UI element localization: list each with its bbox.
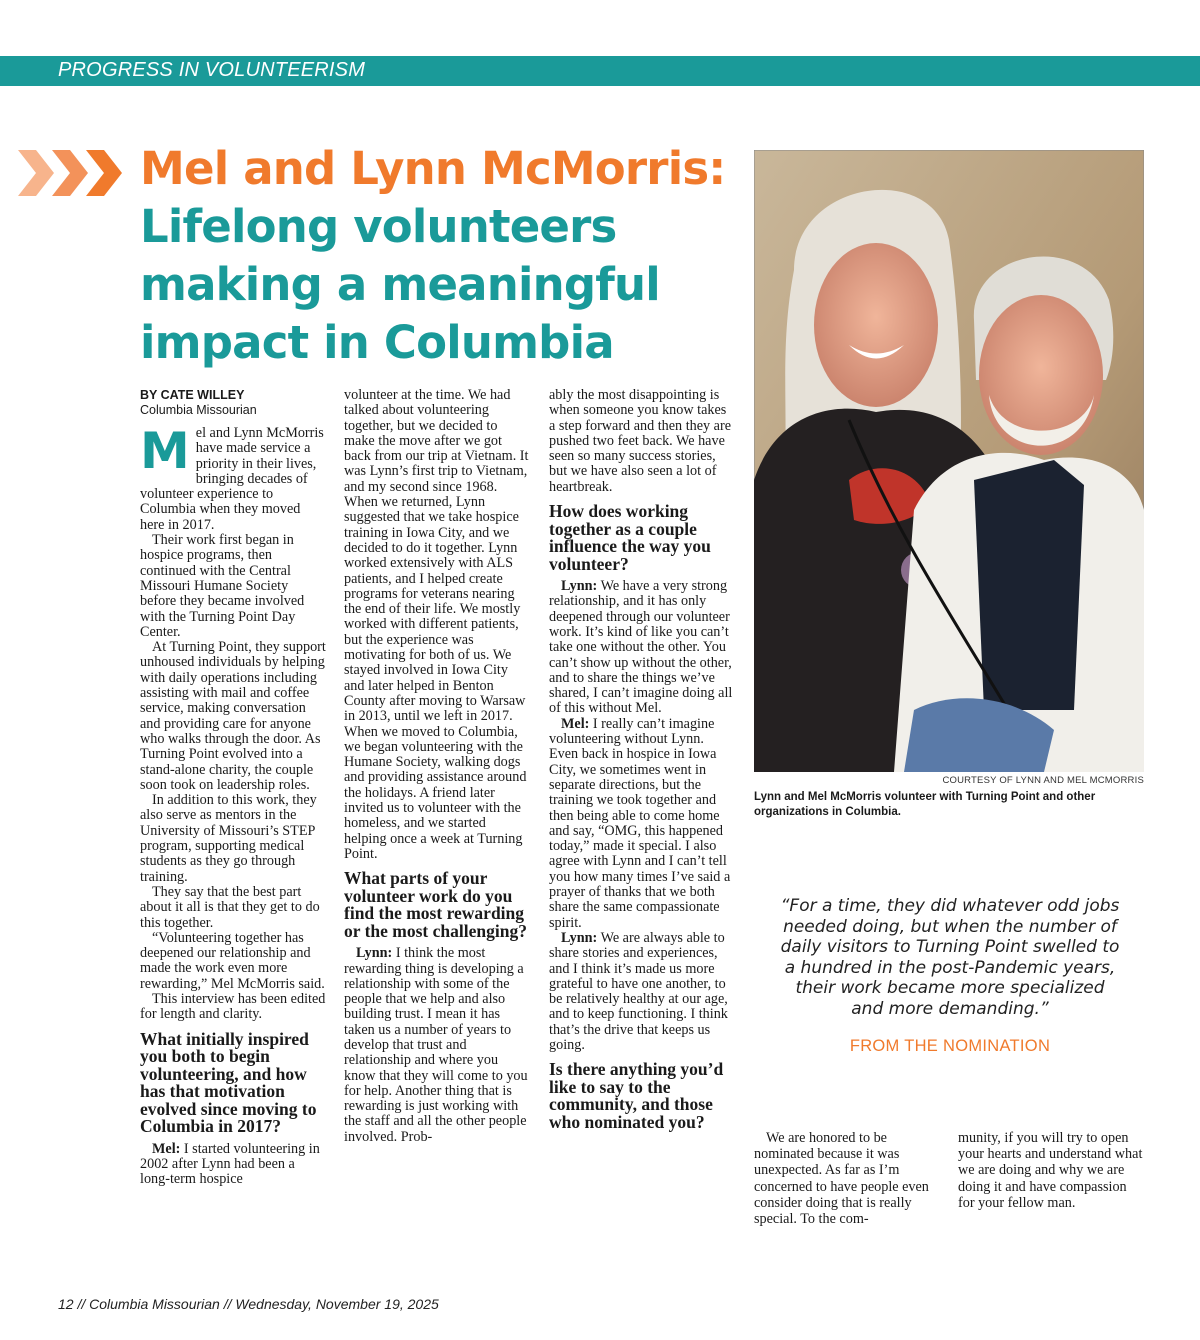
interview-question: Is there anything you’d like to say to the community, and those who nominated you?	[549, 1059, 724, 1132]
drop-cap: M	[140, 422, 190, 480]
interview-answer: Lynn: I think the most rewarding thing is developing a relationship with some of the people that we help and also building trust. I mean it has taken us a number of years to develop that trust and relationship and where you know that they will come to you for help. Another thing that is rewarding is just working with the staff and all the other people involved. Prob-	[344, 945, 528, 1145]
paragraph: This interview has been edited for length and clarity.	[140, 990, 326, 1023]
paragraph: munity, if you will try to open your hearts and understand what we are doing and why we are doing it and have compassion for your fellow man.	[958, 1130, 1143, 1211]
headline-line-1: Mel and Lynn McMorris:	[140, 142, 726, 195]
section-label: PROGRESS IN VOLUNTEERISM	[58, 59, 366, 81]
article-column-1	[140, 388, 326, 1187]
speaker-label: Lynn:	[561, 929, 598, 946]
headline-line-2: Lifelong volunteers making a meaningful impact in Columbia	[140, 200, 660, 369]
pull-quote: “For a time, they did whatever odd jobs needed doing, but when the number of daily visitors to Turning Point swelled to a hundred in the post-Pandemic years, their work became more specialized and more demanding.”	[780, 896, 1120, 1019]
article-column-2	[344, 388, 530, 1145]
photo-credit: COURTESY OF LYNN AND MEL MCMORRIS	[942, 775, 1144, 786]
article-column-4	[754, 1130, 930, 1227]
interview-question: What initially inspired you both to begin volunteering, and how has that motivation evolved since moving to Columbia in 2017?	[140, 1028, 317, 1137]
photo-caption: Lynn and Mel McMorris volunteer with Turning Point and other organizations in Columbia.	[754, 791, 1096, 818]
interview-answer: Mel: I really can’t imagine volunteering without Lynn. Even back in hospice in Iowa City, we sometimes went in separate directions, but the training we took together and then being able to come home and say, “OMG, this happened today,” made it special. I also agree with Lynn and I can’t tell you how many times I’ve said a prayer of thanks that we both share the same compassionate spirit.	[549, 715, 731, 931]
speaker-label: Lynn:	[356, 945, 393, 962]
paragraph: They say that the best part about it all is that they get to do this together.	[140, 883, 320, 931]
article-column-5	[958, 1130, 1144, 1211]
pull-quote-source: FROM THE NOMINATION	[849, 1037, 1051, 1055]
paragraph: At Turning Point, they support unhoused individuals by helping with daily operations including assisting with mail and coffee service, making conversation and providing care for anyone who walks through the door. As Turning Point evolved into a stand-alone charity, the couple soon took on leadership roles.	[140, 639, 326, 793]
paragraph: In addition to this work, they also serve as mentors in the University of Missouri’s STEP program, supporting medical students as they go through training.	[140, 792, 317, 885]
interview-answer: Mel: I started volunteering in 2002 after Lynn had been a long-term hospice	[140, 1140, 320, 1188]
headline	[140, 140, 740, 372]
page-top	[0, 0, 1200, 56]
paragraph: volunteer at the time. We had talked about volunteering together, but we decided to make the move after we got back from our trip at Vietnam. It was Lynn’s first trip to Vietnam, and my second since 1968. When we returned, Lynn suggested that we take hospice training in Iowa City, and we decided to do it together. Lynn worked extensively with ALS patients, and I helped create programs for veterans nearing the end of their life. We mostly worked with different patients, but the experience was motivating for both of us. We stayed involved in Iowa City and later helped in Benton County after moving to Warsaw in 2013, until we left in 2017. When we moved to Columbia, we began volunteering with the Humane Society, walking dogs and providing assistance around the holidays. A friend later invited us to volunteer with the homeless, and we started helping once a week at Turning Point.	[344, 387, 529, 862]
byline-author: BY CATE WILLEY	[140, 388, 245, 402]
paragraph: ably the most disappointing is when someone you know takes a step forward and then they are pushed two feet back. We have seen so many success stories, but we have also seen a lot of heartbreak.	[549, 387, 731, 495]
interview-question: What parts of your volunteer work do you find the most rewarding or the most challenging?	[344, 868, 527, 941]
paragraph: Mel and Lynn McMorris have made service a priority in their lives, bringing decades of volunteer experience to Columbia when they moved here in 2017.	[140, 422, 324, 533]
couple-photo	[754, 150, 1144, 772]
chevron-arrows-icon	[18, 150, 128, 196]
paragraph: We are honored to be nominated because it was unexpected. As far as I’m concerned to have people even consider doing that is really special. To the com-	[754, 1130, 929, 1228]
speaker-label: Mel:	[561, 715, 590, 732]
interview-answer: Lynn: We have a very strong relationship, and it has only deepened through our volunteer work. It’s kind of like you can’t take one without the other. You can’t show up without the other, and to share the things we’ve shared, I can’t imagine doing all of this without Mel.	[549, 578, 733, 717]
byline-org: Columbia Missourian	[140, 403, 257, 417]
paragraph: “Volunteering together has deepened our relationship and made the work even more rewarding,” Mel McMorris said.	[140, 929, 325, 992]
paragraph: Their work first began in hospice programs, then continued with the Central Missouri Humane Society before they became involved with the Turning Point Day Center.	[140, 532, 305, 640]
interview-question: How does working together as a couple influence the way you volunteer?	[549, 501, 711, 574]
speaker-label: Mel:	[152, 1140, 181, 1157]
article-column-3	[549, 388, 735, 1137]
interview-answer: Lynn: We are always able to share stories and experiences, and I think it’s made us more grateful to have one another, to be relatively healthy at our age, and to keep functioning. I think that’s the drive that keeps us going.	[549, 929, 728, 1053]
speaker-label: Lynn:	[561, 578, 598, 595]
page-footer: 12 // Columbia Missourian // Wednesday, November 19, 2025	[58, 1296, 439, 1312]
section-banner	[0, 56, 1200, 86]
